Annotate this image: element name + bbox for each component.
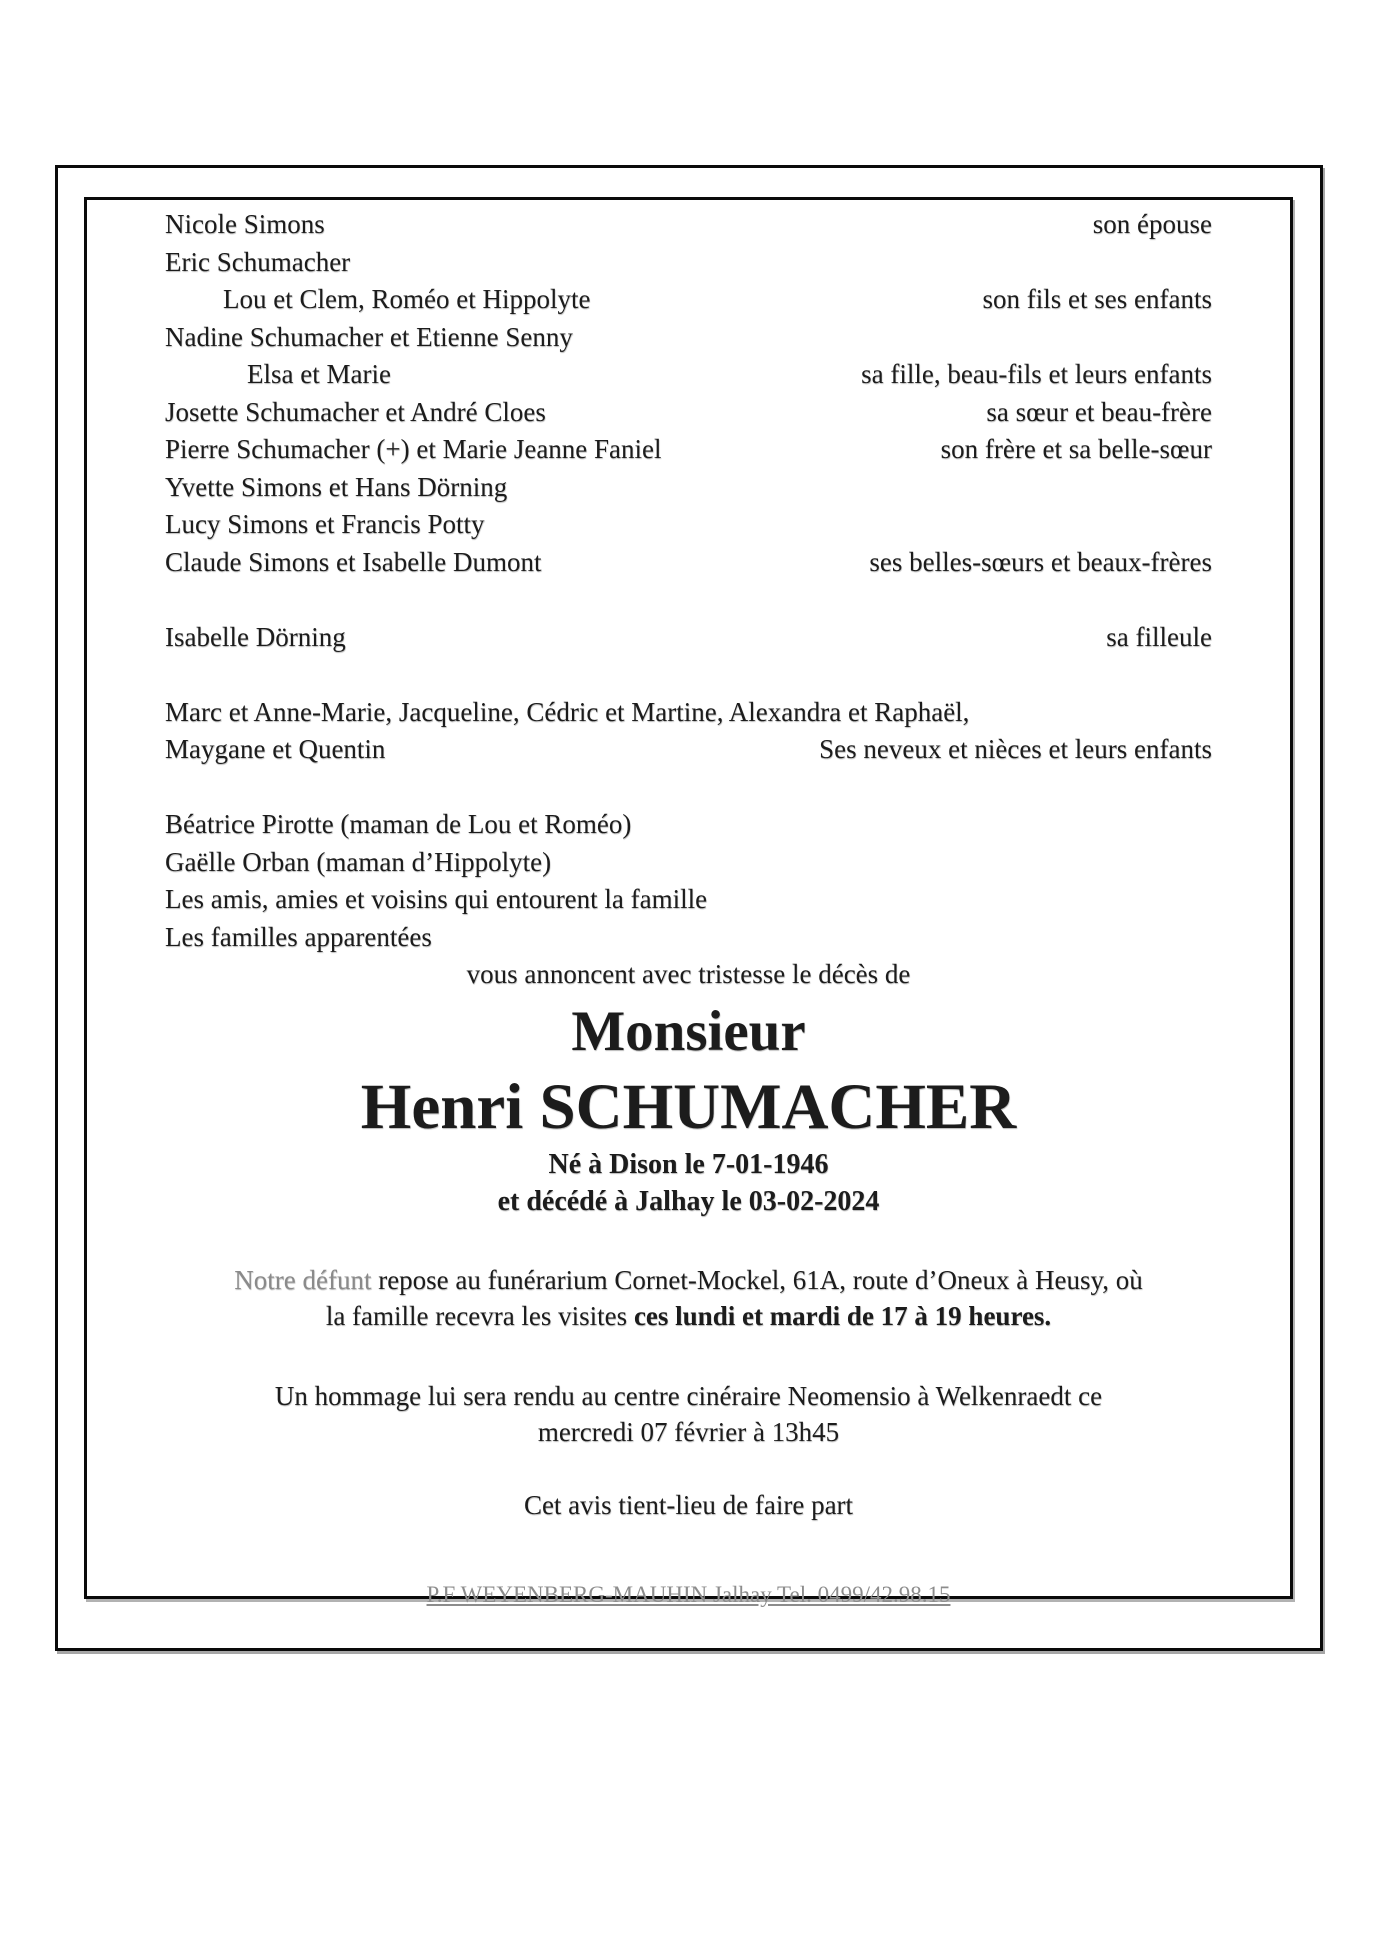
family-relation: sa filleule (1106, 621, 1212, 652)
family-relation: sa sœur et beau-frère (986, 396, 1212, 427)
family-list (165, 206, 1212, 956)
family-names: Nicole Simons (165, 209, 325, 239)
family-row (165, 919, 1212, 957)
family-relation: ses belles-sœurs et beaux-frères (869, 546, 1212, 577)
family-row (165, 431, 1212, 469)
family-names: Lucy Simons et Francis Potty (165, 509, 485, 539)
family-names: Marc et Anne-Marie, Jacqueline, Cédric et Martine, Alexandra et Raphaël, (165, 696, 970, 727)
visitation-line2 (326, 1301, 1051, 1331)
death-line: et décédé à Jalhay le 03-02-2024 (497, 1186, 880, 1217)
family-names: Maygane et Quentin (165, 734, 386, 764)
family-names: Elsa et Marie (247, 359, 391, 389)
family-row (165, 844, 1212, 882)
tribute-paragraph (165, 1378, 1212, 1450)
family-names: Pierre Schumacher (+) et Marie Jeanne Faniel (165, 434, 662, 464)
visitation-paragraph (165, 1262, 1212, 1334)
family-names: Lou et Clem, Roméo et Hippolyte (223, 284, 591, 314)
deceased-title: Monsieur (571, 999, 806, 1063)
family-relation: son épouse (1092, 209, 1212, 239)
family-row (165, 731, 1212, 769)
funeral-home-line: P.F WEYENBERG-MAUHIN Jalhay Tel. 0499/42.98.15 (426, 1582, 951, 1607)
visitation-line1 (234, 1265, 1142, 1295)
family-row (165, 806, 1212, 844)
family-names: Yvette Simons et Hans Dörning (165, 471, 508, 502)
family-relation: Ses neveux et nièces et leurs enfants (819, 734, 1212, 764)
family-relation: son frère et sa belle-sœur (940, 434, 1212, 464)
deceased-name: Henri SCHUMACHER (360, 1070, 1017, 1143)
tribute-line1: Un hommage lui sera rendu au centre cinéraire Neomensio à Welkenraedt ce (274, 1380, 1103, 1411)
family-row (165, 544, 1212, 582)
family-names: Claude Simons et Isabelle Dumont (165, 546, 542, 577)
family-row (165, 244, 1212, 282)
family-names: Béatrice Pirotte (maman de Lou et Roméo) (165, 809, 632, 839)
family-row (165, 881, 1212, 919)
inner-border-frame (84, 197, 1293, 1607)
text-segment: la famille recevra les visites (325, 1300, 634, 1331)
family-row (165, 356, 1212, 394)
family-row (165, 394, 1212, 432)
family-row (165, 319, 1212, 357)
family-names: Les familles apparentées (165, 921, 432, 952)
notice-line: Cet avis tient-lieu de faire part (523, 1490, 854, 1520)
family-names: Josette Schumacher et André Cloes (165, 396, 546, 427)
family-relation: sa fille, beau-fils et leurs enfants (861, 359, 1212, 389)
family-names: Nadine Schumacher et Etienne Senny (165, 321, 573, 352)
family-row (165, 206, 1212, 244)
family-row (165, 506, 1212, 544)
family-relation: son fils et ses enfants (982, 284, 1212, 314)
family-row (165, 281, 1212, 319)
family-row (165, 694, 1212, 732)
text-segment: ces lundi et mardi de 17 à 19 heures. (633, 1300, 1052, 1331)
text-segment: Notre défunt (234, 1264, 372, 1295)
birth-line: Né à Dison le 7-01-1946 (548, 1148, 829, 1180)
outer-border-frame (55, 165, 1323, 1651)
family-names: Les amis, amies et voisins qui entourent la famille (165, 884, 708, 914)
family-names: Isabelle Dörning (165, 621, 346, 652)
tribute-line2: mercredi 07 février à 13h45 (537, 1416, 840, 1447)
family-names: Eric Schumacher (165, 246, 351, 277)
family-row (165, 619, 1212, 657)
family-names: Gaëlle Orban (maman d’Hippolyte) (165, 846, 552, 877)
announcement-line: vous annoncent avec tristesse le décès de (466, 959, 911, 989)
text-segment: repose au funérarium Cornet-Mockel, 61A, route d’Oneux à Heusy, où (371, 1264, 1143, 1295)
family-row (165, 469, 1212, 507)
